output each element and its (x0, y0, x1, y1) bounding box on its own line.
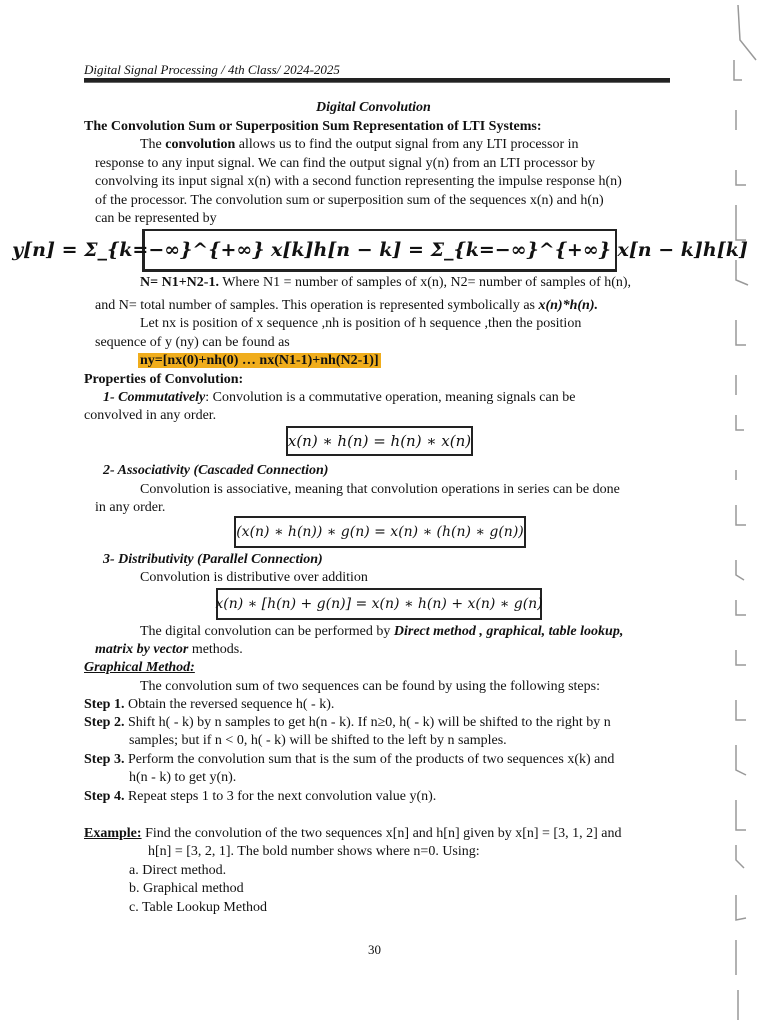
step-2-continued: samples; but if n < 0, h( - k) will be shifted to the left by n samples. (129, 733, 507, 748)
step-3-continued: h(n - k) to get y(n). (129, 770, 237, 785)
property-2-text: Convolution is associative, meaning that convolution operations in series can be done (140, 482, 620, 497)
position-line-2: sequence of y (ny) can be found as (95, 335, 290, 350)
step-text: Obtain the reversed sequence h( - k). (124, 697, 335, 712)
step-2 (84, 714, 611, 731)
property-1-line (103, 389, 575, 406)
symbolic-line (95, 297, 598, 314)
graphical-intro: The convolution sum of two sequences can be found by using the following steps: (140, 679, 600, 694)
properties-heading: Properties of Convolution: (84, 372, 244, 387)
convolution-sum-equation: y[n] = Σ_{k=−∞}^{+∞} x[k]h[n − k] = Σ_{k=−∞}^{+∞} x[n − k]h[k] (142, 229, 617, 272)
step-label: Step 1. (84, 697, 125, 712)
commutative-equation: x(n) ∗ h(n) = h(n) ∗ x(n) (286, 426, 473, 456)
example-line-1 (84, 825, 621, 842)
step-text: Shift h( - k) by n samples to get h(n - k). If n≥0, h( - k) will be shifted to the right by n (124, 715, 611, 730)
step-label: Step 4. (84, 789, 125, 804)
example-item-b: b. Graphical method (129, 881, 244, 896)
example-label: Example: (84, 826, 142, 841)
symbolic-text: and N= total number of samples. This operation is represented symbolically as (95, 298, 539, 313)
symbolic-notation: x(n)*h(n). (538, 298, 598, 313)
page-title: Digital Convolution (316, 100, 431, 115)
property-3-text: Convolution is distributive over addition (140, 570, 368, 585)
property-1-text: : Convolution is a commutative operation, meaning signals can be (205, 390, 576, 405)
intro-line-3: convolving its input signal x(n) with a second function representing the impulse response h(n) (95, 174, 622, 189)
methods-line-2 (95, 641, 243, 658)
property-1-label: 1- Commutatively (103, 390, 206, 405)
scan-edge-marks (708, 0, 768, 1024)
methods-text-2: methods. (188, 642, 243, 657)
intro-line-5: can be represented by (95, 211, 217, 226)
position-line-1: Let nx is position of x sequence ,nh is position of h sequence ,then the position (140, 316, 582, 331)
intro-line-4: of the processor. The convolution sum or superposition sum of the sequences x(n) and h(n) (95, 193, 604, 208)
highlighted-formula: ny=[nx(0)+nh(0) … nx(N1-1)+nh(N2-1)] (140, 353, 379, 368)
intro-text: allows us to find the output signal from any LTI processor in (235, 137, 579, 152)
methods-list: Direct method , graphical, table lookup, (393, 624, 624, 639)
n-formula: N= N1+N2-1. (140, 275, 219, 290)
step-4 (84, 788, 436, 805)
intro-line-2: response to any input signal. We can find the output signal y(n) from an LTI processor by (95, 156, 596, 171)
graphical-method-heading: Graphical Method: (84, 660, 195, 675)
step-text: Perform the convolution sum that is the sum of the products of two sequences x(k) and (124, 752, 615, 767)
example-line-2: h[n] = [3, 2, 1]. The bold number shows where n=0. Using: (148, 844, 480, 859)
step-label: Step 2. (84, 715, 125, 730)
property-2-text-2: in any order. (95, 500, 166, 515)
step-1 (84, 696, 334, 713)
section-heading: The Convolution Sum or Superposition Sum Representation of LTI Systems: (84, 119, 542, 134)
header-rule (84, 78, 670, 83)
methods-text: The digital convolution can be performed by (140, 624, 394, 639)
step-text: Repeat steps 1 to 3 for the next convolution value y(n). (124, 789, 437, 804)
example-text: Find the convolution of the two sequences x[n] and h[n] given by x[n] = [3, 1, 2] and (141, 826, 622, 841)
intro-text: The (140, 137, 166, 152)
example-item-a: a. Direct method. (129, 863, 227, 878)
page-number: 30 (368, 942, 381, 957)
n-description: Where N1 = number of samples of x(n), N2= number of samples of h(n), (218, 275, 632, 290)
methods-list-2: matrix by vector (95, 642, 189, 657)
intro-line-1 (140, 136, 579, 153)
position-formula (138, 352, 381, 369)
example-item-c: c. Table Lookup Method (129, 900, 267, 915)
n-definition-line (140, 274, 631, 291)
associative-equation: (x(n) ∗ h(n)) ∗ g(n) = x(n) ∗ (h(n) ∗ g(n)) (234, 516, 526, 548)
running-header: Digital Signal Processing / 4th Class/ 2024-2025 (84, 62, 340, 77)
methods-line-1 (140, 623, 623, 640)
property-1-line-2: convolved in any order. (84, 408, 217, 423)
step-label: Step 3. (84, 752, 125, 767)
property-2-label: 2- Associativity (Cascaded Connection) (103, 463, 329, 478)
property-3-label: 3- Distributivity (Parallel Connection) (103, 552, 323, 567)
intro-keyword: convolution (165, 137, 236, 152)
step-3 (84, 751, 614, 768)
distributive-equation: x(n) ∗ [h(n) + g(n)] = x(n) ∗ h(n) + x(n) ∗ g(n) (216, 588, 542, 620)
